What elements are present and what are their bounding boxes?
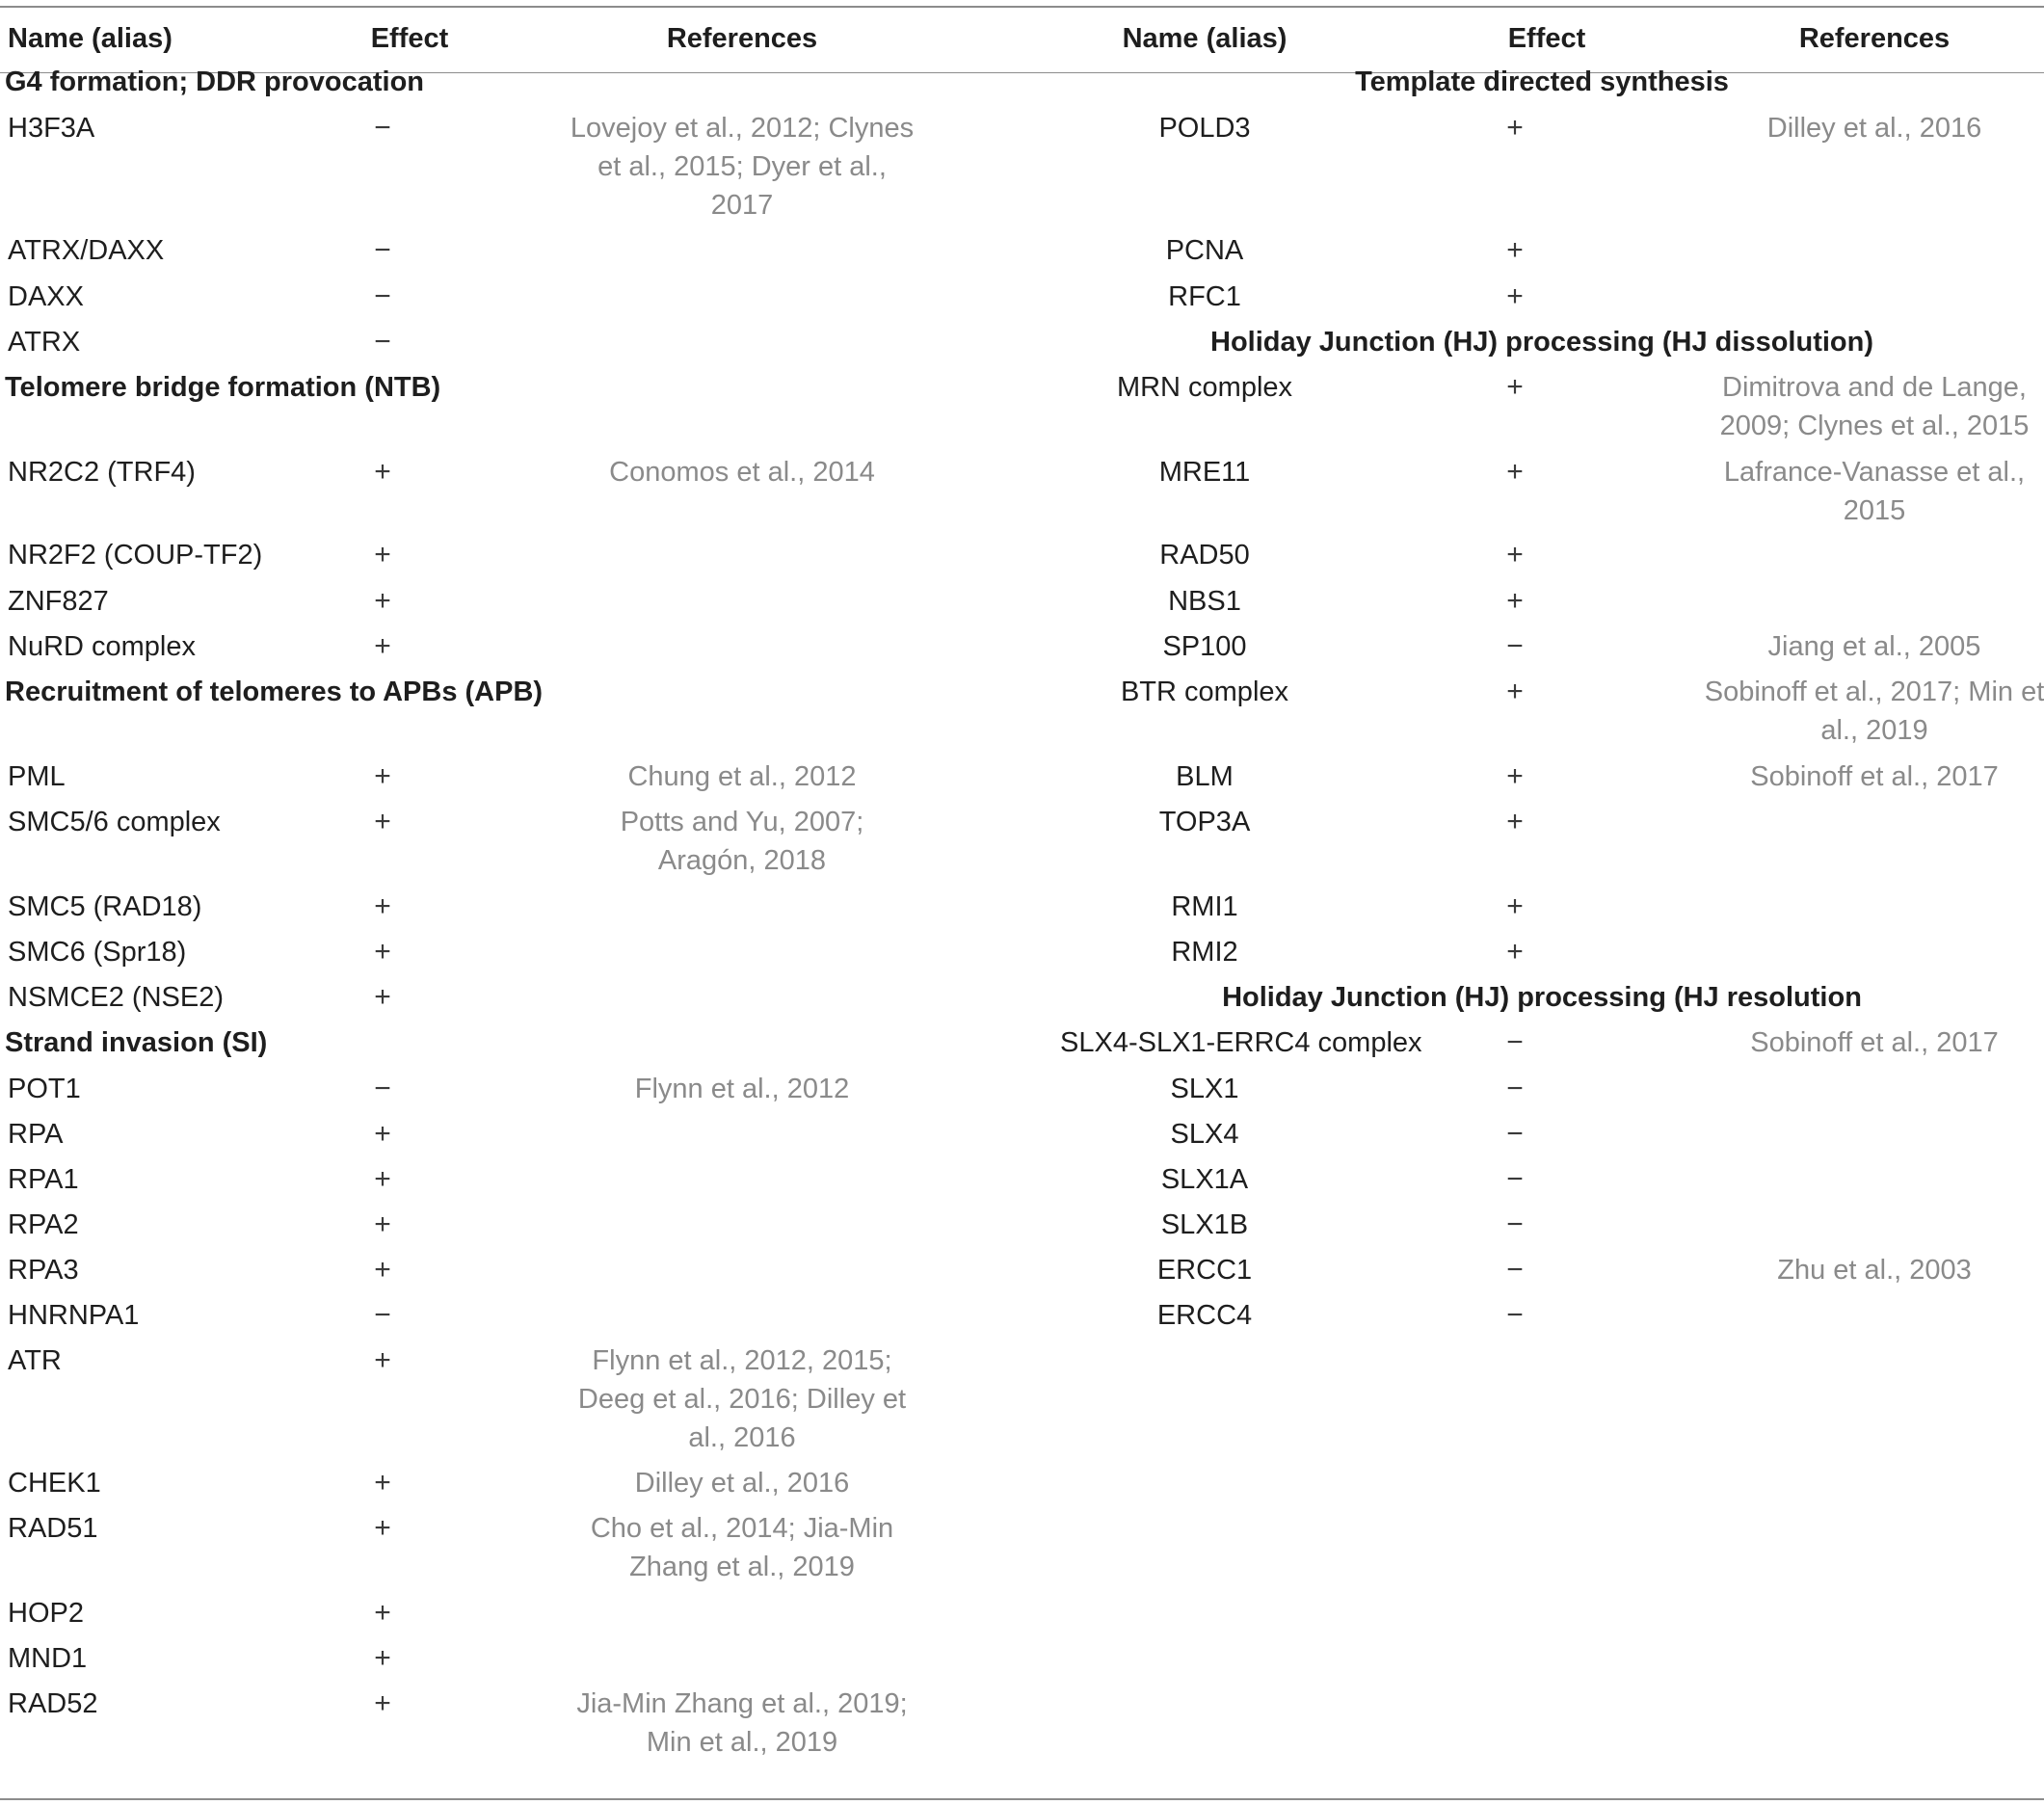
row-reference: Flynn et al., 2012, 2015; Deeg et al., 2016; Dilley et al., 2016 bbox=[577, 1345, 907, 1453]
section-heading: Recruitment of telomeres to APBs (APB) bbox=[5, 677, 544, 707]
row-effect: − bbox=[1506, 1299, 1524, 1331]
row-name: RAD50 bbox=[1159, 540, 1250, 571]
row-effect: − bbox=[1506, 1118, 1524, 1150]
row-reference: Jiang et al., 2005 bbox=[1767, 631, 1981, 662]
row-effect: + bbox=[374, 539, 391, 571]
row-name: H3F3A bbox=[8, 113, 95, 144]
row-name: BLM bbox=[1176, 761, 1234, 792]
row-name: ERCC1 bbox=[1156, 1255, 1253, 1286]
row-name: HNRNPA1 bbox=[8, 1300, 140, 1331]
row-name: BTR complex bbox=[1120, 677, 1289, 707]
row-name: POLD3 bbox=[1158, 113, 1251, 144]
row-effect: + bbox=[1506, 585, 1524, 617]
row-effect: + bbox=[374, 890, 391, 922]
row-reference: Zhu et al., 2003 bbox=[1777, 1255, 1972, 1286]
row-name: MRN complex bbox=[1116, 372, 1293, 403]
row-effect: − bbox=[1506, 1208, 1524, 1240]
row-name: CHEK1 bbox=[8, 1468, 101, 1499]
row-effect: + bbox=[374, 760, 391, 792]
row-name: RAD51 bbox=[8, 1513, 98, 1544]
row-name: MND1 bbox=[8, 1643, 88, 1674]
row-effect: − bbox=[374, 1299, 391, 1331]
section-heading: Holiday Junction (HJ) processing (HJ dissolution) bbox=[1210, 327, 1873, 358]
row-name: SP100 bbox=[1162, 631, 1247, 662]
row-name: RMI2 bbox=[1171, 937, 1238, 968]
row-name: RFC1 bbox=[1168, 281, 1241, 312]
row-name: PML bbox=[8, 761, 66, 792]
row-effect: + bbox=[374, 936, 391, 968]
row-name: NuRD complex bbox=[8, 631, 196, 662]
row-effect: − bbox=[1506, 1073, 1524, 1104]
row-effect: + bbox=[1506, 760, 1524, 792]
row-effect: − bbox=[1506, 1254, 1524, 1286]
row-effect: + bbox=[1506, 371, 1524, 403]
header-effect-left: Effect bbox=[370, 23, 449, 54]
row-effect: − bbox=[374, 1073, 391, 1104]
row-name: SMC5/6 complex bbox=[8, 807, 221, 837]
row-effect: − bbox=[374, 326, 391, 358]
row-reference: Lovejoy et al., 2012; Clynes et al., 2015; Dyer et al., 2017 bbox=[570, 113, 915, 221]
row-effect: − bbox=[374, 234, 391, 266]
row-effect: + bbox=[374, 1512, 391, 1544]
row-effect: + bbox=[1506, 234, 1524, 266]
row-name: MRE11 bbox=[1158, 457, 1251, 488]
row-effect: + bbox=[374, 630, 391, 662]
row-name: NR2C2 (TRF4) bbox=[8, 457, 196, 488]
row-reference: Conomos et al., 2014 bbox=[609, 457, 875, 488]
section-heading: Template directed synthesis bbox=[1355, 66, 1729, 97]
row-name: NSMCE2 (NSE2) bbox=[8, 982, 224, 1013]
row-reference: Sobinoff et al., 2017; Min et al., 2019 bbox=[1704, 677, 2044, 746]
row-reference: Sobinoff et al., 2017 bbox=[1750, 1027, 1999, 1058]
row-effect: + bbox=[374, 1163, 391, 1195]
row-reference: Sobinoff et al., 2017 bbox=[1750, 761, 1999, 792]
top-rule bbox=[0, 6, 2044, 8]
row-name: ERCC4 bbox=[1156, 1300, 1253, 1331]
row-name: SLX4-SLX1-ERRC4 complex bbox=[1060, 1027, 1422, 1058]
row-effect: + bbox=[1506, 806, 1524, 837]
row-reference: Potts and Yu, 2007; Aragón, 2018 bbox=[620, 807, 864, 876]
section-heading: Telomere bridge formation (NTB) bbox=[5, 372, 441, 403]
bottom-rule bbox=[0, 1798, 2044, 1800]
header-name-right: Name (alias) bbox=[1122, 23, 1287, 54]
row-name: RMI1 bbox=[1171, 891, 1238, 922]
row-reference: Dimitrova and de Lange, 2009; Clynes et al., 2015 bbox=[1719, 372, 2030, 441]
row-effect: − bbox=[374, 280, 391, 312]
row-name: RPA2 bbox=[8, 1209, 79, 1240]
row-effect: + bbox=[1506, 112, 1524, 144]
row-name: SMC6 (Spr18) bbox=[8, 937, 187, 968]
row-name: SLX1 bbox=[1170, 1074, 1239, 1104]
row-name: ATRX bbox=[8, 327, 81, 358]
row-effect: + bbox=[1506, 539, 1524, 571]
row-effect: + bbox=[374, 1118, 391, 1150]
row-reference: Chung et al., 2012 bbox=[627, 761, 857, 792]
section-heading: Holiday Junction (HJ) processing (HJ resolution bbox=[1222, 982, 1862, 1013]
row-name: NBS1 bbox=[1168, 586, 1241, 617]
row-name: HOP2 bbox=[8, 1598, 84, 1629]
header-effect-right: Effect bbox=[1507, 23, 1586, 54]
row-name: PCNA bbox=[1165, 235, 1244, 266]
row-effect: − bbox=[1506, 630, 1524, 662]
row-effect: + bbox=[1506, 676, 1524, 707]
row-name: RPA3 bbox=[8, 1255, 79, 1286]
row-effect: + bbox=[1506, 890, 1524, 922]
row-effect: + bbox=[374, 1467, 391, 1499]
row-name: ATRX/DAXX bbox=[8, 235, 165, 266]
row-name: SLX1B bbox=[1160, 1209, 1249, 1240]
row-name: ZNF827 bbox=[8, 586, 109, 617]
row-effect: + bbox=[374, 806, 391, 837]
row-name: TOP3A bbox=[1158, 807, 1251, 837]
row-name: SLX1A bbox=[1160, 1164, 1249, 1195]
row-effect: − bbox=[1506, 1163, 1524, 1195]
row-name: SLX4 bbox=[1170, 1119, 1239, 1150]
row-effect: + bbox=[1506, 280, 1524, 312]
row-name: RAD52 bbox=[8, 1688, 98, 1719]
row-effect: + bbox=[374, 981, 391, 1013]
row-name: SMC5 (RAD18) bbox=[8, 891, 202, 922]
row-effect: + bbox=[1506, 456, 1524, 488]
row-reference: Flynn et al., 2012 bbox=[634, 1074, 850, 1104]
row-reference: Lafrance-Vanasse et al., 2015 bbox=[1723, 457, 2026, 526]
row-name: ATR bbox=[8, 1345, 62, 1376]
row-effect: + bbox=[374, 1687, 391, 1719]
section-heading: Strand invasion (SI) bbox=[5, 1027, 268, 1058]
header-references-right: References bbox=[1798, 23, 1951, 54]
row-name: NR2F2 (COUP-TF2) bbox=[8, 540, 263, 571]
row-name: RPA1 bbox=[8, 1164, 79, 1195]
row-reference: Dilley et al., 2016 bbox=[1766, 113, 1982, 144]
row-effect: + bbox=[374, 1254, 391, 1286]
header-name-left: Name (alias) bbox=[8, 23, 173, 54]
row-name: RPA bbox=[8, 1119, 64, 1150]
row-effect: + bbox=[374, 1597, 391, 1629]
row-effect: + bbox=[374, 585, 391, 617]
row-reference: Dilley et al., 2016 bbox=[634, 1468, 850, 1499]
section-heading: G4 formation; DDR provocation bbox=[5, 66, 425, 97]
row-effect: + bbox=[374, 1344, 391, 1376]
row-reference: Jia-Min Zhang et al., 2019; Min et al., 2019 bbox=[576, 1688, 908, 1758]
row-reference: Cho et al., 2014; Jia-Min Zhang et al., 2019 bbox=[590, 1513, 894, 1582]
row-effect: + bbox=[374, 1642, 391, 1674]
row-effect: + bbox=[374, 1208, 391, 1240]
row-effect: − bbox=[374, 112, 391, 144]
row-effect: − bbox=[1506, 1026, 1524, 1058]
row-name: POT1 bbox=[8, 1074, 81, 1104]
row-name: DAXX bbox=[8, 281, 84, 312]
header-references-left: References bbox=[666, 23, 818, 54]
row-effect: + bbox=[1506, 936, 1524, 968]
row-effect: + bbox=[374, 456, 391, 488]
